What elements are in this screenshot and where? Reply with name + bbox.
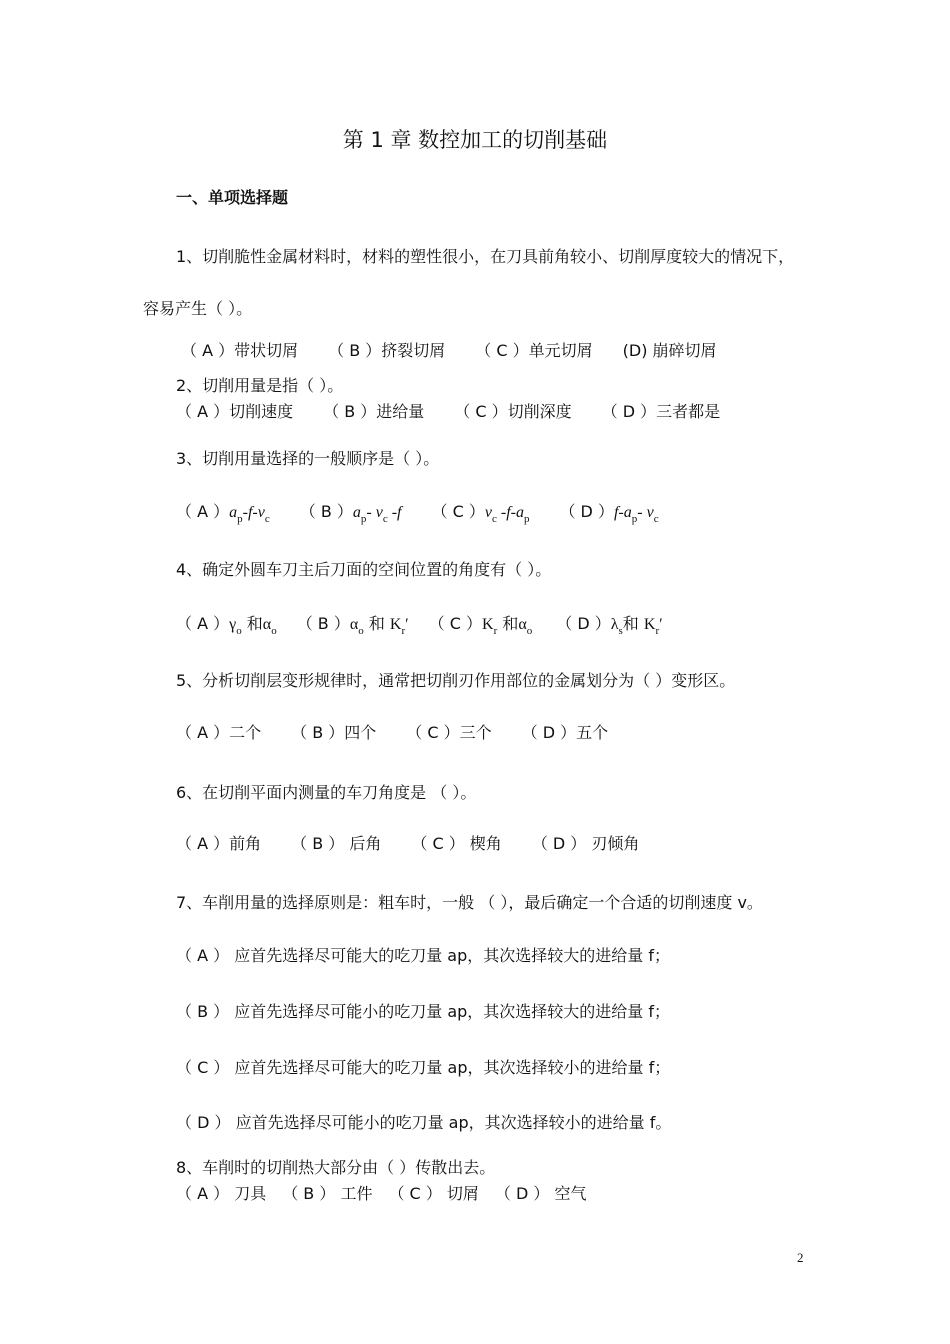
page-number: 2: [797, 1250, 804, 1265]
question-3-options: [176, 502, 659, 523]
question-1-line-2: 容易产生（ ）。: [143, 299, 253, 318]
q8-option-c[interactable]: （ C ） 切屑: [388, 1184, 479, 1203]
question-5: 5、分析切削层变形规律时，通常把切削刃作用部位的金属划分为（ ）变形区。: [176, 671, 736, 690]
q4-option-a[interactable]: （ A ）$\gamma_o$ 和$\alpha_o$: [176, 614, 277, 637]
q6-option-c[interactable]: （ C ） 楔角: [411, 834, 502, 853]
page-title: 第 1 章 数控加工的切削基础: [342, 128, 608, 152]
q7-option-b[interactable]: （ B ） 应首先选择尽可能小的吃刀量 ap，其次选择较大的进给量 f；: [176, 1002, 671, 1021]
question-2: 2、切削用量是指（ ）。: [176, 376, 344, 395]
question-1-options: [181, 341, 717, 361]
question-7: 7、车削用量的选择原则是：粗车时，一般 （ ），最后确定一个合适的切削速度 v。: [176, 893, 763, 912]
q2-option-d[interactable]: （ D ）三者都是: [601, 402, 721, 421]
question-8-options: [176, 1184, 587, 1204]
q2-option-a[interactable]: （ A ）切削速度: [176, 402, 294, 421]
question-6-options: [176, 834, 639, 854]
q1-option-c[interactable]: （ C ）单元切屑: [475, 341, 593, 360]
q3-option-b[interactable]: （ B ）$a_p-$ $v_c$ -f: [299, 502, 402, 525]
q5-option-d[interactable]: （ D ）五个: [521, 723, 609, 742]
q2-option-c[interactable]: （ C ）切削深度: [454, 402, 572, 421]
q7-option-c[interactable]: （ C ） 应首先选择尽可能大的吃刀量 ap，其次选择较小的进给量 f；: [176, 1058, 671, 1077]
q7-option-d[interactable]: （ D ） 应首先选择尽可能小的吃刀量 ap，其次选择较小的进给量 f。: [176, 1113, 672, 1132]
q5-option-a[interactable]: （ A ）二个: [176, 723, 262, 742]
q8-option-b[interactable]: （ B ） 工件: [282, 1184, 373, 1203]
question-5-options: [176, 723, 608, 743]
q4-option-d[interactable]: （ D ）$\lambda_s$和 $K_r'$: [556, 614, 663, 637]
q4-option-c[interactable]: （ C ）$K_r$ 和$\alpha_o$: [428, 614, 533, 637]
q2-option-b[interactable]: （ B ）进给量: [323, 402, 425, 421]
q6-option-d[interactable]: （ D ） 刃倾角: [531, 834, 640, 853]
q1-option-b[interactable]: （ B ）挤裂切屑: [328, 341, 446, 360]
q5-option-b[interactable]: （ B ）四个: [291, 723, 377, 742]
q3-option-d[interactable]: （ D ）$f-a_p-$ $v_c$: [559, 502, 659, 525]
q6-option-b[interactable]: （ B ） 后角: [291, 834, 382, 853]
q8-option-d[interactable]: （ D ） 空气: [494, 1184, 587, 1203]
question-3: 3、切削用量选择的一般顺序是（ ）。: [176, 449, 440, 468]
question-4: 4、确定外圆车刀主后刀面的空间位置的角度有（ ）。: [176, 560, 552, 579]
q7-option-a[interactable]: （ A ） 应首先选择尽可能大的吃刀量 ap，其次选择较大的进给量 f；: [176, 946, 670, 965]
section-heading: 一、单项选择题: [176, 188, 289, 207]
question-8: 8、车削时的切削热大部分由（ ）传散出去。: [176, 1158, 496, 1177]
question-2-options: [176, 402, 720, 422]
q6-option-a[interactable]: （ A ）前角: [176, 834, 262, 853]
q1-option-d[interactable]: (D) 崩碎切屑: [622, 341, 717, 360]
q1-option-a[interactable]: （ A ）带状切屑: [181, 341, 299, 360]
question-1-line-1: 1、切削脆性金属材料时，材料的塑性很小，在刀具前角较小、切削厚度较大的情况下，: [176, 247, 795, 266]
q5-option-c[interactable]: （ C ）三个: [406, 723, 492, 742]
question-4-options: [176, 614, 663, 635]
question-6: 6、在切削平面内测量的车刀角度是 （ ）。: [176, 783, 477, 802]
q3-option-a[interactable]: （ A ）$a_p-f-v_c$: [176, 502, 270, 525]
q3-option-c[interactable]: （ C ）$v_c$ $-f-a_p$: [431, 502, 530, 525]
q8-option-a[interactable]: （ A ） 刀具: [176, 1184, 267, 1203]
q4-option-b[interactable]: （ B ）$\alpha_o$ 和 $K_r'$: [296, 614, 409, 637]
